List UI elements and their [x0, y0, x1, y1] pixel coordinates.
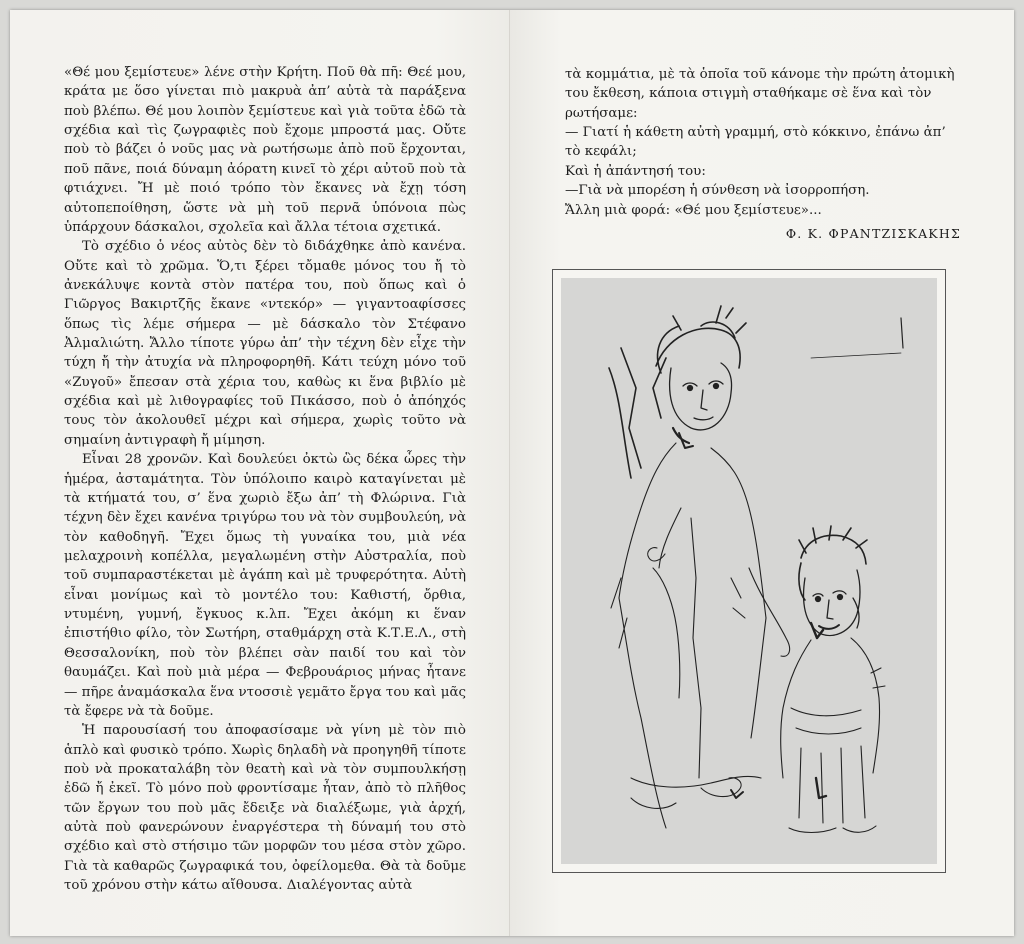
left-paragraph-1: «Θέ μου ξεμίστευε» λένε στὴν Κρήτη. Ποῦ θὰ πῆ: Θεέ μου, κράτα με ὅσο γίνεται πιὸ μακρυὰ ἀπ’ αὐτὰ τὰ παράξενα ποὺ βλέπω. Θέ μου λοιπὸν ξεμίστευε καὶ γιὰ τοῦτα ἐδῶ τὰ σχέδια καὶ τὶς ζωγραφιὲς ποὺ ἔχομε μπροστά μας. Οὔτε ποὺ τὸ βάζει ὁ νοῦς μας νὰ ρωτήσωμε ἀπὸ ποῦ ἔρχονται, ποῦ πᾶνε, ποιά δύναμη ἀόρατη κινεῖ τὸ χέρι αὐτοῦ ποὺ τὰ φτιάχνει. Ἤ μὲ ποιό τρόπο τὸν ἔκανες νὰ ἔχῃ τόση αὐτοπεποίθηση, ὥστε νὰ μὴ τοῦ περνᾶ ὑπόνοια πὼς ὑπάρχουν δάσκαλοι, σχολεῖα καὶ ἄλλα τέτοια σχετικά. [64, 65, 466, 235]
left-text-column [64, 63, 466, 895]
right-paragraph-5: Ἄλλη μιὰ φορά: «Θέ μου ξεμίστευε»... [565, 202, 822, 218]
left-page [10, 10, 510, 936]
left-paragraph-3: Εἶναι 28 χρονῶν. Καὶ δουλεύει ὀκτὼ ὣς δέκα ὧρες τὴν ἡμέρα, ἀσταμάτητα. Τὸν ὑπόλοιπο καιρὸ καταγίνεται μὲ τὰ κτήματά του, σ’ ἕνα χωριὸ ἔξω ἀπ’ τὴ Φλώρινα. Γιὰ τέχνη δὲν ἔχει κανένα τριγύρω του νὰ τὸν συμβουλεύη, νὰ τὸν καθοδηγῆ. Ἔχει ὅμως τὴ γυναίκα του, μιὰ νέα μελαχροινὴ κοπέλλα, μεγαλωμένη στὴν Αὐστραλία, ποὺ τοῦ συμπαραστέκεται μὲ ἀγάπη καὶ μὲ τρυφερότητα. Αὐτὴ εἶναι μονίμως καὶ τὸ μοντέλο του: Καθιστή, ὄρθια, ντυμένη, γυμνή, ἔγκυος κ.λπ. Ἔχει ἀκόμη κι ἕναν ἐπιστήθιο φίλο, τὸν Σωτήρη, σταθμάρχη στὰ Κ.Τ.Ε.Λ., στὴ Θεσσαλονίκη, ποὺ τὸν βλέπει σὰν παιδί του καὶ τὸν θαυμάζει. Καὶ ποὺ μιὰ μέρα — Φεβρουάριος μήνας ἦτανε — πῆρε ἀναμάσκαλα ἕνα ντοσσιὲ γεμᾶτο ἔργα του καὶ μᾶς τὰ ἔφερε νὰ τὰ δοῦμε. [64, 452, 466, 719]
right-paragraph-4: —Γιὰ νὰ μπορέση ἡ σύνθεση νὰ ἰσορροπήση. [565, 183, 870, 199]
left-paragraph-2: Τὸ σχέδιο ὁ νέος αὐτὸς δὲν τὸ διδάχθηκε ἀπὸ κανένα. Οὔτε καὶ τὸ χρῶμα. Ὅ,τι ξέρει τὄμαθε μόνος του ἤ τὸ ἀνεκάλυψε κοντὰ στὸν πατέρα του, ποὺ ὅπως καὶ ὁ Γιῶργος Βακιρτζῆς ἔκανε «ντεκόρ» — γιγαντοαφίσσες ὅπως τὶς λέμε σήμερα — μὲ δάσκαλο τὸν Στέφανο Ἀλμαλιώτη. Ἄλλο τίποτε γύρω ἀπ’ τὴν τέχνη δὲν εἶχε τὴν τύχη ἤ τὴν ἀτυχία νὰ πληροφορηθῆ. Κάτι τεύχη μόνο τοῦ «Ζυγοῦ» ἔπεσαν στὰ χέρια του, καθὼς κι ἕνα βιβλίο μὲ σχέδια καὶ μὲ λιθογραφίες τοῦ Πικάσσο, ποὺ ὁ ἀπόηχός τους τὸν ἀκολουθεῖ μέχρι καὶ σήμερα, χωρὶς τοῦτο νὰ σημαίνη ἀντιγραφὴ ἤ μίμηση. [64, 239, 466, 448]
right-paragraph-3: Καὶ ἡ ἀπάντησή του: [565, 163, 706, 179]
right-paragraph-1: τὰ κομμάτια, μὲ τὰ ὁποῖα τοῦ κάνομε τὴν πρώτη ἀτομικὴ του ἔκθεση, κάποια στιγμὴ σταθήκαμε σὲ ἕνα καὶ τὸν ρωτήσαμε: [565, 67, 955, 121]
ink-sketch-icon [561, 278, 937, 864]
illustration-frame [552, 269, 946, 873]
right-paragraph-2: — Γιατί ἡ κάθετη αὐτὴ γραμμή, στὸ κόκκινο, ἐπάνω ἀπ’ τὸ κεφάλι; [565, 125, 946, 160]
left-paragraph-4: Ἡ παρουσίασή του ἀποφασίσαμε νὰ γίνη μὲ τὸν πιὸ ἁπλὸ καὶ φυσικὸ τρόπο. Χωρὶς δηλαδὴ νὰ προηγηθῆ τίποτε ποὺ νὰ προκαταλάβη τὸν θεατὴ καὶ νὰ τὸν συμπουλκήσῃ ἐδῶ ἤ ἐκεῖ. Τὸ μόνο ποὺ φροντίσαμε ἦταν, ἀπὸ τὸ πλῆθος τῶν ἔργων του ποὺ μᾶς ἔδειξε νὰ διαλέξωμε, γιὰ ἀρχή, αὐτὰ ποὺ φανερώνουν ἐναργέστερα τὴ δύναμή του στὸ σχέδιο καὶ στὸ στήσιμο τῶν μορφῶν του μέσα στὸν χῶρο. Γιὰ τὰ καθαρῶς ζωγραφικά του, ὀφείλομεθα. Θὰ τὰ δοῦμε τοῦ χρόνου στὴν κάτω αἴθουσα. Διαλέγοντας αὐτὰ [64, 723, 466, 894]
author-signature: Φ. Κ. ΦΡΑΝΤΖΙΣΚΑΚΗΣ [785, 225, 961, 241]
right-text-column [565, 65, 961, 243]
